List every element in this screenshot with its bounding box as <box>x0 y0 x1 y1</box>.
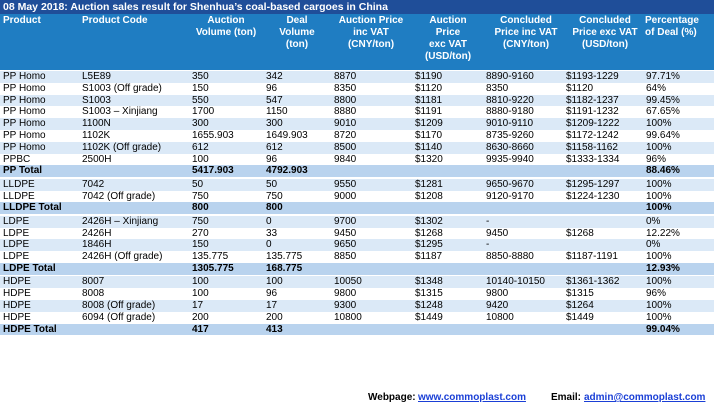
cell-auction-volume: 750 <box>192 190 209 202</box>
cell-product-code: 7042 <box>82 178 105 190</box>
cell-deal-volume: 168.775 <box>266 262 303 274</box>
cell-concluded-price-usd: $1315 <box>566 288 594 300</box>
cell-product: HDPE <box>3 288 31 300</box>
footer <box>0 389 714 410</box>
cell-product-code: 8007 <box>82 276 105 288</box>
cell-auction-price-cny: 9650 <box>334 239 357 251</box>
cell-product-code: 1102K (Off grade) <box>82 141 162 153</box>
cell-auction-price-cny: 10050 <box>334 276 362 288</box>
table-row <box>0 95 714 107</box>
cell-deal-volume: 1649.903 <box>266 129 308 141</box>
cell-deal-volume: 96 <box>266 82 278 94</box>
cell-product-code: 8008 <box>82 288 105 300</box>
cell-deal-volume: 342 <box>266 71 283 82</box>
cell-percentage-of-deal: 96% <box>646 153 667 165</box>
table-row <box>0 288 714 300</box>
cell-concluded-price-usd: $1268 <box>566 227 594 239</box>
table-row <box>0 216 714 228</box>
cell-auction-price-usd: $1187 <box>415 251 443 263</box>
cell-concluded-price-cny: 8735-9260 <box>486 129 534 141</box>
table-row <box>0 118 714 130</box>
cell-concluded-price-cny: 9120-9170 <box>486 190 534 202</box>
cell-auction-price-usd: $1348 <box>415 276 443 288</box>
cell-product: PPBC <box>3 153 31 165</box>
cell-auction-volume: 350 <box>192 71 209 82</box>
cell-product: HDPE <box>3 299 31 311</box>
column-header-deal-volume: Deal Volume (ton) <box>279 15 315 50</box>
cell-auction-price-cny: 9450 <box>334 227 357 239</box>
cell-product: PP Homo <box>3 141 46 153</box>
cell-product: PP Homo <box>3 129 46 141</box>
cell-auction-volume: 200 <box>192 311 209 323</box>
cell-auction-volume: 150 <box>192 239 209 251</box>
cell-product-code: L5E89 <box>82 71 111 82</box>
table-row <box>0 239 714 251</box>
cell-concluded-price-usd: $1193-1229 <box>566 71 619 82</box>
cell-concluded-price-cny: 10140-10150 <box>486 276 545 288</box>
cell-auction-volume: 300 <box>192 118 209 130</box>
cell-percentage-of-deal: 100% <box>646 299 672 311</box>
column-header-auction-price-usd: Auction Price exc VAT (USD/ton) <box>424 15 472 62</box>
cell-percentage-of-deal: 67.65% <box>646 106 680 118</box>
cell-concluded-price-cny: - <box>486 239 490 251</box>
table-row <box>0 130 714 142</box>
cell-auction-price-cny: 9840 <box>334 153 357 165</box>
cell-deal-volume: 800 <box>266 202 283 214</box>
cell-auction-volume: 135.775 <box>192 251 229 263</box>
cell-deal-volume: 50 <box>266 178 278 190</box>
cell-percentage-of-deal: 97.71% <box>646 71 680 82</box>
cell-concluded-price-usd: $1295-1297 <box>566 178 620 190</box>
cell-auction-price-usd: $1181 <box>415 94 443 106</box>
column-header-product-code: Product Code <box>82 15 148 26</box>
cell-concluded-price-cny: 8630-8660 <box>486 141 534 153</box>
table-row <box>0 312 714 324</box>
cell-percentage-of-deal: 99.45% <box>646 94 680 106</box>
cell-product-code: 1100N <box>82 118 111 130</box>
cell-concluded-price-cny: 8880-9180 <box>486 106 534 118</box>
cell-deal-volume: 135.775 <box>266 251 303 263</box>
cell-product: HDPE <box>3 276 31 288</box>
cell-auction-price-usd: $1209 <box>415 118 443 130</box>
cell-concluded-price-usd: $1209-1222 <box>566 118 620 130</box>
cell-percentage-of-deal: 100% <box>646 118 672 130</box>
cell-product-code: 6094 (Off grade) <box>82 311 156 323</box>
cell-percentage-of-deal: 12.22% <box>646 227 680 239</box>
cell-auction-volume: 612 <box>192 141 209 153</box>
cell-product-code: 8008 (Off grade) <box>82 299 156 311</box>
table-row <box>0 228 714 240</box>
cell-product-code: 2500H <box>82 153 112 165</box>
column-header-auction-price-cny: Auction Price inc VAT (CNY/ton) <box>338 15 404 50</box>
cell-auction-volume: 270 <box>192 227 209 239</box>
webpage-link[interactable]: www.commoplast.com <box>418 392 526 403</box>
cell-deal-volume: 612 <box>266 141 283 153</box>
cell-auction-price-usd: $1295 <box>415 239 443 251</box>
cell-product-code: 1102K <box>82 129 111 141</box>
cell-product: PP Homo <box>3 94 46 106</box>
cell-deal-volume: 17 <box>266 299 278 311</box>
cell-concluded-price-usd: $1191-1232 <box>566 106 619 118</box>
table-row <box>0 154 714 166</box>
cell-auction-volume: 150 <box>192 82 209 94</box>
cell-concluded-price-usd: $1224-1230 <box>566 190 620 202</box>
cell-percentage-of-deal: 99.04% <box>646 323 680 335</box>
total-row <box>0 202 714 214</box>
cell-deal-volume: 200 <box>266 311 283 323</box>
cell-auction-volume: 750 <box>192 215 209 227</box>
cell-product-code: 2426H (Off grade) <box>82 251 163 263</box>
cell-deal-volume: 300 <box>266 118 283 130</box>
cell-percentage-of-deal: 100% <box>646 276 672 288</box>
table-row <box>0 71 714 83</box>
cell-concluded-price-cny: 9650-9670 <box>486 178 534 190</box>
table-title: 08 May 2018: Auction sales result for Shenhua’s coal-based cargoes in China <box>0 0 714 14</box>
cell-auction-price-usd: $1140 <box>415 141 443 153</box>
cell-deal-volume: 1150 <box>266 106 288 118</box>
email-link[interactable]: admin@commoplast.com <box>584 392 706 403</box>
cell-concluded-price-cny: 8810-9220 <box>486 94 534 106</box>
column-header-concluded-price-usd: Concluded Price exc VAT (USD/ton) <box>572 15 638 50</box>
cell-concluded-price-usd: $1333-1334 <box>566 153 620 165</box>
cell-auction-volume: 100 <box>192 276 209 288</box>
cell-auction-price-usd: $1190 <box>415 71 443 82</box>
table-header <box>0 14 714 70</box>
cell-deal-volume: 413 <box>266 323 283 335</box>
cell-auction-price-cny: 8350 <box>334 82 357 94</box>
table-row <box>0 191 714 203</box>
cell-auction-volume: 1655.903 <box>192 129 234 141</box>
cell-deal-volume: 96 <box>266 288 278 300</box>
email-label: Email: <box>551 392 582 403</box>
cell-concluded-price-usd: $1449 <box>566 311 594 323</box>
cell-auction-price-usd: $1315 <box>415 288 443 300</box>
cell-product: PP Homo <box>3 118 46 130</box>
cell-auction-volume: 100 <box>192 288 209 300</box>
cell-auction-price-cny: 10800 <box>334 311 362 323</box>
cell-auction-volume: 100 <box>192 153 209 165</box>
cell-auction-volume: 1305.775 <box>192 262 234 274</box>
cell-concluded-price-cny: 9420 <box>486 299 509 311</box>
cell-auction-price-usd: $1248 <box>415 299 443 311</box>
cell-auction-price-cny: 8870 <box>334 71 357 82</box>
cell-product: PP Homo <box>3 106 46 118</box>
cell-concluded-price-usd: $1361-1362 <box>566 276 620 288</box>
cell-percentage-of-deal: 88.46% <box>646 165 680 177</box>
cell-product: PP Homo <box>3 71 46 82</box>
data-table <box>0 71 714 335</box>
cell-product: LLDPE <box>3 178 35 190</box>
table-row <box>0 300 714 312</box>
cell-product: LDPE <box>3 215 30 227</box>
cell-percentage-of-deal: 100% <box>646 190 672 202</box>
cell-auction-volume: 5417.903 <box>192 165 234 177</box>
cell-auction-price-usd: $1120 <box>415 82 443 94</box>
cell-percentage-of-deal: 0% <box>646 215 661 227</box>
table-row <box>0 276 714 288</box>
cell-product: PP Homo <box>3 82 46 94</box>
cell-auction-price-cny: 9010 <box>334 118 357 130</box>
cell-concluded-price-usd: $1158-1162 <box>566 141 618 153</box>
cell-concluded-price-usd: $1172-1242 <box>566 129 619 141</box>
cell-concluded-price-usd: $1264 <box>566 299 594 311</box>
column-header-auction-volume: Auction Volume (ton) <box>195 15 257 38</box>
cell-auction-price-usd: $1208 <box>415 190 443 202</box>
cell-auction-price-cny: 8880 <box>334 106 357 118</box>
cell-concluded-price-cny: 8890-9160 <box>486 71 534 82</box>
total-row <box>0 263 714 275</box>
cell-auction-volume: 50 <box>192 178 204 190</box>
cell-auction-price-cny: 8720 <box>334 129 357 141</box>
cell-auction-price-usd: $1281 <box>415 178 443 190</box>
cell-deal-volume: 96 <box>266 153 278 165</box>
total-row <box>0 165 714 177</box>
table-row <box>0 106 714 118</box>
cell-auction-price-cny: 9550 <box>334 178 357 190</box>
cell-concluded-price-cny: 9800 <box>486 288 509 300</box>
cell-deal-volume: 0 <box>266 239 272 251</box>
cell-percentage-of-deal: 64% <box>646 82 667 94</box>
cell-concluded-price-cny: 8350 <box>486 82 509 94</box>
cell-auction-price-cny: 8850 <box>334 251 357 263</box>
cell-product: LDPE <box>3 239 30 251</box>
total-row <box>0 324 714 336</box>
cell-product-code: S1003 <box>82 94 111 106</box>
cell-concluded-price-usd: $1182-1237 <box>566 94 619 106</box>
cell-product: HDPE Total <box>3 323 57 335</box>
cell-concluded-price-cny: 8850-8880 <box>486 251 534 263</box>
cell-deal-volume: 33 <box>266 227 278 239</box>
cell-concluded-price-cny: 9010-9110 <box>486 118 534 130</box>
cell-product: LLDPE Total <box>3 202 62 214</box>
cell-auction-price-usd: $1191 <box>415 106 443 118</box>
table-row <box>0 142 714 154</box>
column-header-product: Product <box>3 15 41 26</box>
cell-concluded-price-usd: $1120 <box>566 82 594 94</box>
cell-product: LDPE Total <box>3 262 56 274</box>
webpage-label: Webpage: <box>368 392 416 403</box>
cell-concluded-price-cny: - <box>486 215 490 227</box>
cell-product-code: 1846H <box>82 239 112 251</box>
cell-auction-volume: 550 <box>192 94 209 106</box>
cell-auction-volume: 1700 <box>192 106 215 118</box>
cell-auction-price-usd: $1320 <box>415 153 443 165</box>
cell-product: PP Total <box>3 165 43 177</box>
cell-product-code: 2426H – Xinjiang <box>82 215 159 227</box>
cell-concluded-price-usd: $1187-1191 <box>566 251 618 263</box>
cell-auction-price-usd: $1302 <box>415 215 443 227</box>
cell-percentage-of-deal: 100% <box>646 202 672 214</box>
table-row <box>0 83 714 95</box>
cell-deal-volume: 100 <box>266 276 283 288</box>
cell-auction-price-cny: 8800 <box>334 94 357 106</box>
cell-auction-price-cny: 8500 <box>334 141 357 153</box>
table-row <box>0 179 714 191</box>
cell-auction-volume: 800 <box>192 202 209 214</box>
cell-percentage-of-deal: 100% <box>646 251 672 263</box>
cell-deal-volume: 547 <box>266 94 283 106</box>
cell-auction-price-cny: 9800 <box>334 288 357 300</box>
cell-product: HDPE <box>3 311 31 323</box>
column-header-concluded-price-cny: Concluded Price inc VAT (CNY/ton) <box>494 15 558 50</box>
cell-deal-volume: 750 <box>266 190 283 202</box>
cell-auction-price-cny: 9000 <box>334 190 357 202</box>
cell-auction-volume: 17 <box>192 299 204 311</box>
cell-auction-price-usd: $1268 <box>415 227 443 239</box>
cell-product: LDPE <box>3 227 30 239</box>
cell-percentage-of-deal: 12.93% <box>646 262 680 274</box>
cell-product: LLDPE <box>3 190 35 202</box>
cell-concluded-price-cny: 9450 <box>486 227 509 239</box>
cell-product: LDPE <box>3 251 30 263</box>
cell-concluded-price-cny: 10800 <box>486 311 514 323</box>
cell-percentage-of-deal: 0% <box>646 239 661 251</box>
column-header-percentage-of-deal: Percentage of Deal (%) <box>645 15 699 38</box>
cell-auction-volume: 417 <box>192 323 209 335</box>
cell-product-code: 7042 (Off grade) <box>82 190 156 202</box>
cell-auction-price-cny: 9700 <box>334 215 357 227</box>
cell-product-code: 2426H <box>82 227 112 239</box>
cell-product-code: S1003 – Xinjiang <box>82 106 158 118</box>
cell-percentage-of-deal: 100% <box>646 141 672 153</box>
cell-concluded-price-cny: 9935-9940 <box>486 153 534 165</box>
cell-percentage-of-deal: 100% <box>646 178 672 190</box>
cell-auction-price-usd: $1170 <box>415 129 443 141</box>
cell-percentage-of-deal: 99.64% <box>646 129 680 141</box>
cell-percentage-of-deal: 100% <box>646 311 672 323</box>
cell-auction-price-cny: 9300 <box>334 299 357 311</box>
cell-auction-price-usd: $1449 <box>415 311 443 323</box>
table-row <box>0 251 714 263</box>
cell-percentage-of-deal: 96% <box>646 288 667 300</box>
cell-deal-volume: 0 <box>266 215 272 227</box>
cell-deal-volume: 4792.903 <box>266 165 308 177</box>
cell-product-code: S1003 (Off grade) <box>82 82 162 94</box>
